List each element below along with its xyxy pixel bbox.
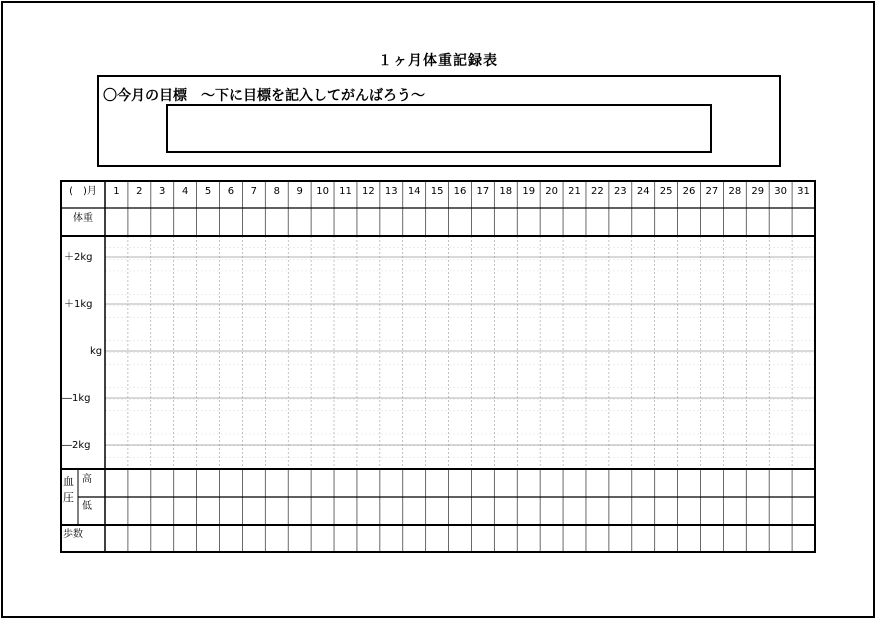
day-header-26: 26	[682, 186, 696, 197]
day-header-2: 2	[136, 186, 143, 197]
day-header-20: 20	[545, 186, 558, 197]
day-header-14: 14	[407, 186, 421, 197]
scale-base: kg	[90, 346, 103, 357]
day-header-25: 25	[659, 186, 673, 197]
day-header-19: 19	[522, 186, 536, 197]
bp-low-label: 低	[82, 501, 92, 512]
day-header-7: 7	[250, 186, 258, 197]
day-header-15: 15	[430, 186, 444, 197]
day-header-28: 28	[728, 186, 742, 197]
scale-plus2: ＋2kg	[64, 252, 93, 263]
scale-plus1: ＋1kg	[64, 299, 93, 310]
day-header-27: 27	[705, 186, 719, 197]
day-header-9: 9	[296, 186, 303, 197]
day-header-11: 11	[339, 186, 352, 197]
day-header-5: 5	[204, 186, 212, 197]
day-header-29: 29	[751, 186, 765, 197]
scale-minus2: ―2kg	[62, 440, 91, 451]
day-header-30: 30	[774, 186, 787, 197]
day-header-17: 17	[476, 186, 490, 197]
day-header-6: 6	[227, 186, 235, 197]
day-header-21: 21	[568, 186, 581, 197]
day-header-1: 1	[113, 186, 120, 197]
goal-label: 〇今月の目標 ～下に目標を記入してがんばろう～	[103, 88, 425, 104]
steps-label: 歩数	[63, 529, 83, 540]
scale-minus1: ―1kg	[62, 393, 91, 404]
day-header-24: 24	[636, 186, 650, 197]
day-header-13: 13	[384, 186, 398, 197]
weight-label: 体重	[73, 213, 93, 224]
day-header-16: 16	[453, 186, 467, 197]
day-header-4: 4	[181, 186, 189, 197]
page-title: １ヶ月体重記録表	[378, 53, 498, 69]
day-header-22: 22	[591, 186, 604, 197]
day-header-10: 10	[316, 186, 329, 197]
day-header-23: 23	[613, 186, 627, 197]
month-header[interactable]: ( )月	[69, 186, 97, 197]
blood-pressure-label: 血圧	[63, 475, 74, 504]
bp-high-label: 高	[82, 474, 92, 485]
day-header-31: 31	[797, 186, 810, 197]
day-header-12: 12	[362, 186, 375, 197]
day-header-8: 8	[273, 186, 280, 197]
day-header-18: 18	[499, 186, 513, 197]
day-header-3: 3	[159, 186, 166, 197]
